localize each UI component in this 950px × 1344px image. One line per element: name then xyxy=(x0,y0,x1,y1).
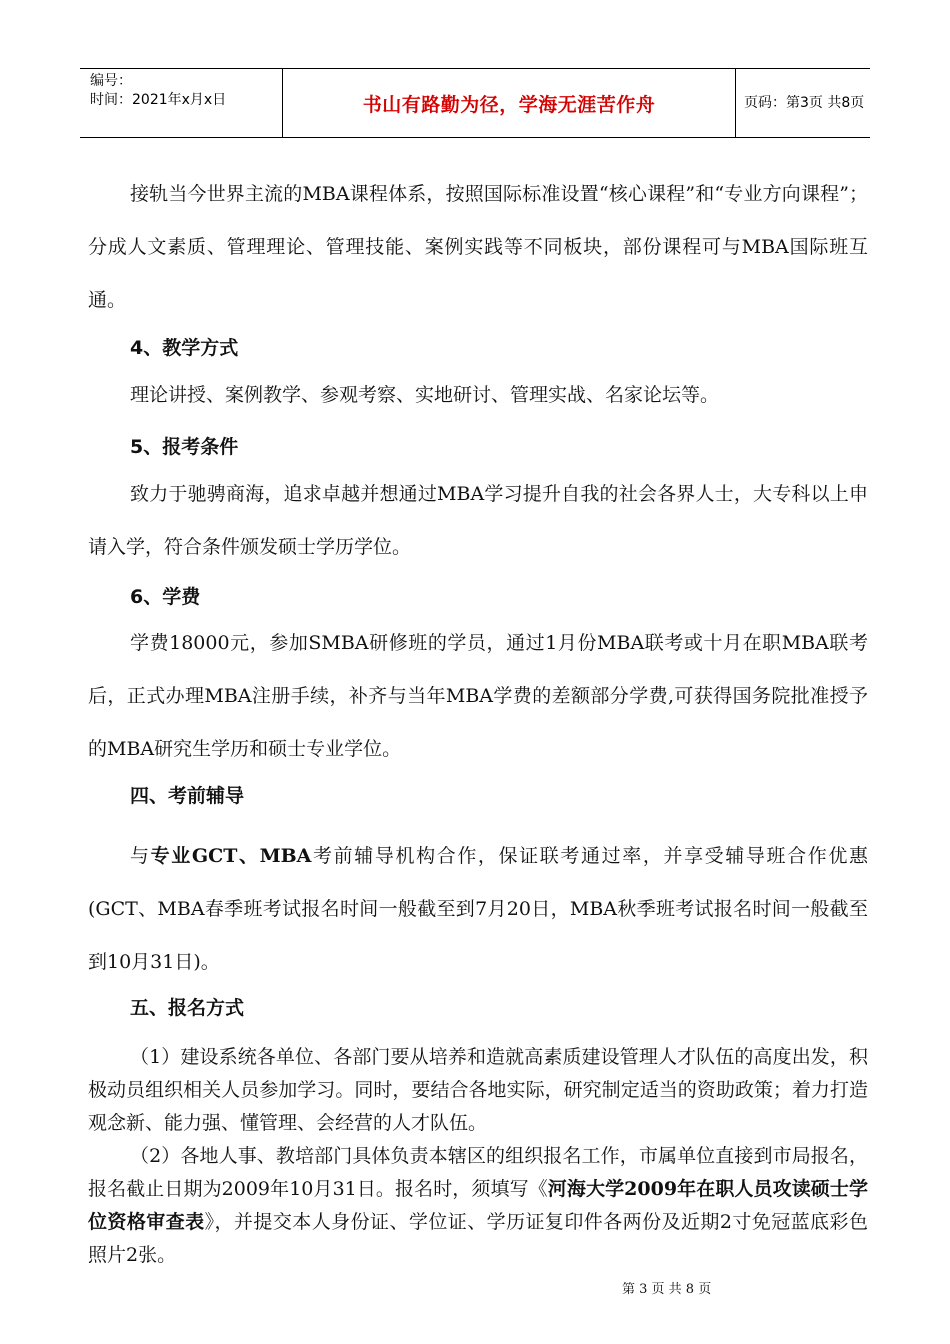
section-heading-exam-coaching: 四、考前辅导 xyxy=(130,785,245,807)
registration-paragraph-2 xyxy=(88,1140,868,1272)
eligibility-paragraph: 致力于驰骋商海，追求卓越并想通过MBA学习提升自我的社会各界人士，大专科以上申请入学，符合条件颁发硕士学历学位。 xyxy=(88,483,868,558)
exam-coaching-bold-text: 专业GCT、MBA xyxy=(150,845,312,867)
header-motto: 书山有路勤为径，学海无涯苦作舟 xyxy=(362,93,656,116)
exam-coaching-paragraph xyxy=(88,830,868,989)
section-heading-teaching-method: 4、教学方式 xyxy=(130,337,239,359)
registration-text-start: （2）各地人事、教培部门具体负责本辖区的组织报名工作，市属单位直接到市局报名，报名截止日期为2009年10月31日。报名时，须填写《 xyxy=(88,1145,868,1200)
header-motto-cell xyxy=(283,69,736,137)
header-page-cell xyxy=(736,69,870,137)
section-heading-eligibility: 5、报考条件 xyxy=(130,436,239,458)
registration-paragraph-1: （1）建设系统各单位、各部门要从培养和造就高素质建设管理人才队伍的高度出发，积极动员组织相关人员参加学习。同时，要结合各地实际，研究制定适当的资助政策；着力打造观念新、能力强、懂管理、会经营的人才队伍。 xyxy=(88,1046,868,1134)
course-system-paragraph: 接轨当今世界主流的MBA课程体系，按照国际标准设置“核心课程”和“专业方向课程”；分成人文素质、管理理论、管理技能、案例实践等不同板块，部份课程可与MBA国际班互通。 xyxy=(88,183,868,311)
page-header xyxy=(80,68,870,138)
exam-coaching-text-rest: 考前辅导机构合作，保证联考通过率，并享受辅导班合作优惠(GCT、MBA春季班考试报名时间一般截至到7月20日，MBA秋季班考试报名时间一般截至到10月31日)。 xyxy=(88,845,868,973)
section-heading-registration: 五、报名方式 xyxy=(130,997,245,1019)
exam-coaching-text-start: 与 xyxy=(130,845,151,867)
section-heading-tuition: 6、学费 xyxy=(130,586,201,608)
qualification-form-title: 河海大学2009年在职人员攻读硕士学位资格审查表 xyxy=(88,1178,868,1233)
header-meta-cell xyxy=(80,69,283,137)
document-number-label: 编号： xyxy=(90,73,132,89)
teaching-method-paragraph: 理论讲授、案例教学、参观考察、实地研讨、管理实战、名家论坛等。 xyxy=(130,384,720,406)
page-footer: 第 3 页 共 8 页 xyxy=(622,1282,712,1297)
document-time-label: 时间：2021年x月x日 xyxy=(90,92,227,108)
registration-text-rest: 》，并提交本人身份证、学位证、学历证复印件各两份及近期2寸免冠蓝底彩色照片2张。 xyxy=(88,1211,868,1266)
header-page-number: 页码：第3页 共8页 xyxy=(744,94,865,111)
tuition-paragraph: 学费18000元，参加SMBA研修班的学员，通过1月份MBA联考或十月在职MBA联考后，正式办理MBA注册手续，补齐与当年MBA学费的差额部分学费,可获得国务院批准授予的MBA研究生学历和硕士专业学位。 xyxy=(88,632,868,760)
